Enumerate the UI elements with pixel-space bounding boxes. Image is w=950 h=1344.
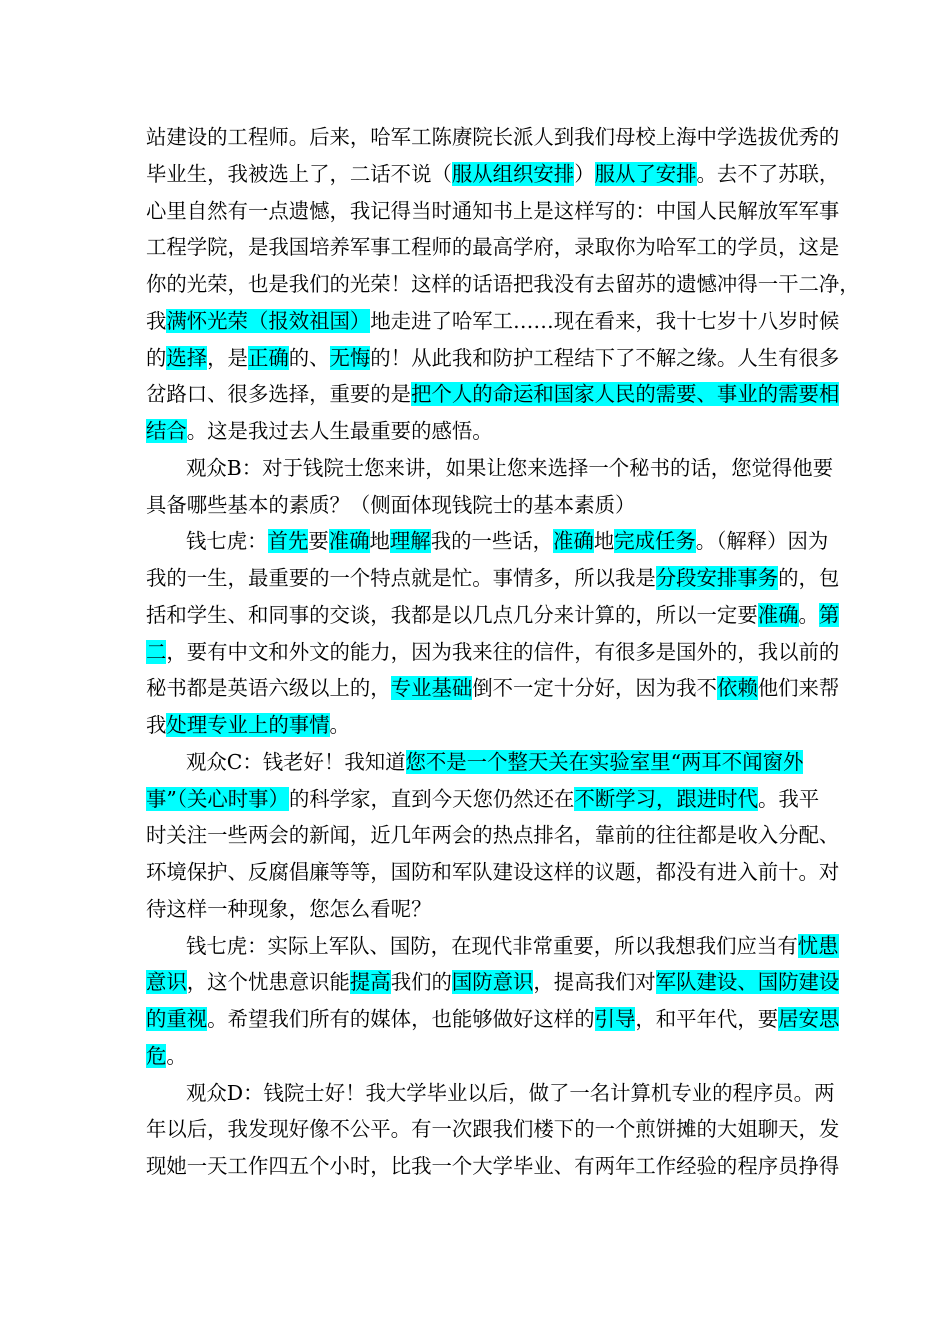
highlighted-text: 军队建设、国防建设 xyxy=(655,970,840,995)
text-segment: 我 xyxy=(146,713,167,737)
text-segment: 。 xyxy=(798,602,819,627)
paragraph-first-line xyxy=(146,450,834,487)
text-line xyxy=(146,634,840,671)
text-segment: 年以后，我发现好像不公平。有一次跟我们楼下的一个煎饼摊的大姐聊天，发 xyxy=(146,1117,840,1142)
highlighted-text: 正确 xyxy=(247,345,289,370)
text-line xyxy=(146,266,860,303)
highlighted-text: 意识 xyxy=(146,970,187,995)
text-line xyxy=(146,964,840,1001)
text-line xyxy=(146,303,840,340)
highlighted-text: 结合 xyxy=(146,419,187,443)
text-segment: 。 xyxy=(329,713,350,737)
text-segment: ，要有中文和外文的能力，因为我来往的信件，有很多是国外的，我以前的 xyxy=(166,639,840,664)
text-segment: ，和平年代，要 xyxy=(635,1007,779,1031)
text-segment: 。这是我过去人生最重要的感悟。 xyxy=(186,419,493,443)
text-segment: 观众B：对于钱院士您来讲，如果让您来选择一个秘书的话，您觉得他要 xyxy=(186,455,834,480)
text-line xyxy=(146,229,840,266)
highlighted-text: 二 xyxy=(146,639,167,664)
text-segment: 岔路口、很多选择，重要的是 xyxy=(146,382,412,407)
highlighted-text: 忧患 xyxy=(797,933,839,958)
text-line xyxy=(146,1001,840,1038)
text-line xyxy=(146,340,840,377)
highlighted-text: 依赖 xyxy=(716,676,758,701)
body-text xyxy=(146,119,860,1185)
highlighted-text: 准确 xyxy=(553,529,594,554)
text-line xyxy=(146,487,811,524)
paragraph-first-line xyxy=(146,744,811,781)
text-segment: 的 xyxy=(146,345,167,370)
text-segment: 。（解释）因为 xyxy=(695,529,829,554)
text-segment: 。去不了苏联， xyxy=(696,161,840,186)
highlighted-text: 把个人的命运和国家人民的需要、事业的需要相 xyxy=(411,382,840,407)
highlighted-text: 提高 xyxy=(349,970,391,995)
highlighted-text: 分段安排事务 xyxy=(655,566,779,590)
highlighted-text: 无悔 xyxy=(329,345,371,370)
text-segment: 要 xyxy=(308,529,329,554)
text-line xyxy=(146,119,840,156)
text-segment: 他们来帮 xyxy=(757,676,840,701)
highlighted-text: 首先 xyxy=(267,529,309,554)
text-segment: 观众D：钱院士好！我大学毕业以后，做了一名计算机专业的程序员。两 xyxy=(186,1080,835,1105)
highlighted-text: 事”（关心时事） xyxy=(146,786,289,811)
text-segment: 我的一生，最重要的一个特点就是忙。事情多，所以我是 xyxy=(146,566,656,590)
highlighted-text: 的重视 xyxy=(146,1007,208,1031)
text-line xyxy=(146,1038,811,1075)
text-segment: 。我平 xyxy=(757,786,820,811)
text-segment: 毕业生，我被选上了，二话不说（ xyxy=(146,161,452,186)
highlighted-text: 第 xyxy=(818,602,840,627)
text-line xyxy=(146,707,811,744)
highlighted-text: 您不是一个整天关在实验室里“两耳不闻窗外 xyxy=(405,749,804,774)
text-line xyxy=(146,781,820,818)
text-line xyxy=(146,670,840,707)
highlighted-text: 国防意识 xyxy=(451,970,534,995)
text-line xyxy=(146,597,840,634)
text-segment: 秘书都是英语六级以上的， xyxy=(146,676,391,701)
highlighted-text: 理解 xyxy=(389,529,431,554)
text-segment: 我的一些话， xyxy=(430,529,554,554)
text-line xyxy=(146,193,840,230)
text-segment: 心里自然有一点遗憾，我记得当时通知书上是这样写的：中国人民解放军军事 xyxy=(146,198,840,223)
highlighted-text: 不断学习，跟进时代 xyxy=(574,786,758,811)
text-line xyxy=(146,854,840,891)
text-segment: 现她一天工作四五个小时，比我一个大学毕业、有两年工作经验的程序员挣得 xyxy=(146,1154,840,1178)
highlighted-text: 处理专业上的事情 xyxy=(166,713,330,737)
text-segment: ，提高我们对 xyxy=(533,970,656,995)
text-segment: 观众C：钱老好！我知道 xyxy=(186,749,406,774)
text-segment: 我 xyxy=(146,308,167,333)
text-segment: ，这个忧患意识能 xyxy=(186,970,350,995)
highlighted-text: 服从组织安排 xyxy=(451,161,575,186)
text-line xyxy=(146,560,840,597)
text-segment: 地走进了哈军工……现在看来，我十七岁十八岁时候 xyxy=(370,308,840,333)
text-segment: 的，包 xyxy=(778,566,840,590)
text-segment: 的！从此我和防护工程结下了不解之缘。人生有很多 xyxy=(370,345,840,370)
text-segment: 括和学生、和同事的交谈，我都是以几点几分来计算的，所以一定要 xyxy=(146,602,758,627)
text-segment: 站建设的工程师。后来，哈军工陈赓院长派人到我们母校上海中学选拔优秀的 xyxy=(146,125,840,149)
text-line xyxy=(146,1148,840,1185)
text-segment: 地 xyxy=(369,529,390,554)
text-line xyxy=(146,156,840,193)
text-line xyxy=(146,817,840,854)
text-segment: 的科学家，直到今天您仍然还在 xyxy=(288,786,575,811)
highlighted-text: 准确 xyxy=(757,602,799,627)
text-segment: ，是 xyxy=(207,345,248,370)
text-segment: 时关注一些两会的新闻，近几年两会的热点排名，靠前的往往都是收入分配、 xyxy=(146,823,840,848)
text-segment: 待这样一种现象，您怎么看呢？ xyxy=(146,896,432,921)
text-segment: 。希望我们所有的媒体，也能够做好这样的 xyxy=(207,1007,595,1031)
highlighted-text: 选择 xyxy=(166,345,208,370)
text-segment: 地 xyxy=(593,529,615,554)
highlighted-text: 居安思 xyxy=(778,1007,840,1031)
text-segment: 你的光荣，也是我们的光荣！这样的话语把我没有去留苏的遗憾冲得一干二净， xyxy=(146,272,860,296)
text-segment: 钱七虎：实际上军队、国防，在现代非常重要，所以我想我们应当有 xyxy=(186,933,798,958)
text-line xyxy=(146,376,840,413)
text-segment: 钱七虎： xyxy=(186,529,268,554)
highlighted-text: 服从了安排 xyxy=(594,161,697,186)
highlighted-text: 满怀光荣（报效祖国） xyxy=(166,308,371,333)
highlighted-text: 准确 xyxy=(328,529,370,554)
text-segment: 具备哪些基本的素质？（侧面体现钱院士的基本素质） xyxy=(146,492,636,517)
highlighted-text: 专业基础 xyxy=(390,676,473,701)
text-segment: 。 xyxy=(166,1043,187,1068)
highlighted-text: 完成任务 xyxy=(614,529,696,554)
text-line xyxy=(146,413,811,450)
text-segment: ） xyxy=(574,161,595,186)
text-line xyxy=(146,891,811,928)
paragraph-first-line xyxy=(146,523,829,560)
text-segment: 工程学院，是我国培养军事工程师的最高学府，录取你为哈军工的学员，这是 xyxy=(146,235,840,260)
highlighted-text: 引导 xyxy=(594,1007,636,1031)
text-line xyxy=(146,1111,840,1148)
paragraph-first-line xyxy=(146,1075,835,1112)
text-segment: 环境保护、反腐倡廉等等，国防和军队建设这样的议题，都没有进入前十。对 xyxy=(146,860,840,884)
text-segment: 我们的 xyxy=(390,970,452,995)
text-segment: 的、 xyxy=(288,345,330,370)
text-segment: 倒不一定十分好，因为我不 xyxy=(472,676,717,701)
highlighted-text: 危 xyxy=(146,1043,167,1068)
paragraph-first-line xyxy=(146,928,839,965)
